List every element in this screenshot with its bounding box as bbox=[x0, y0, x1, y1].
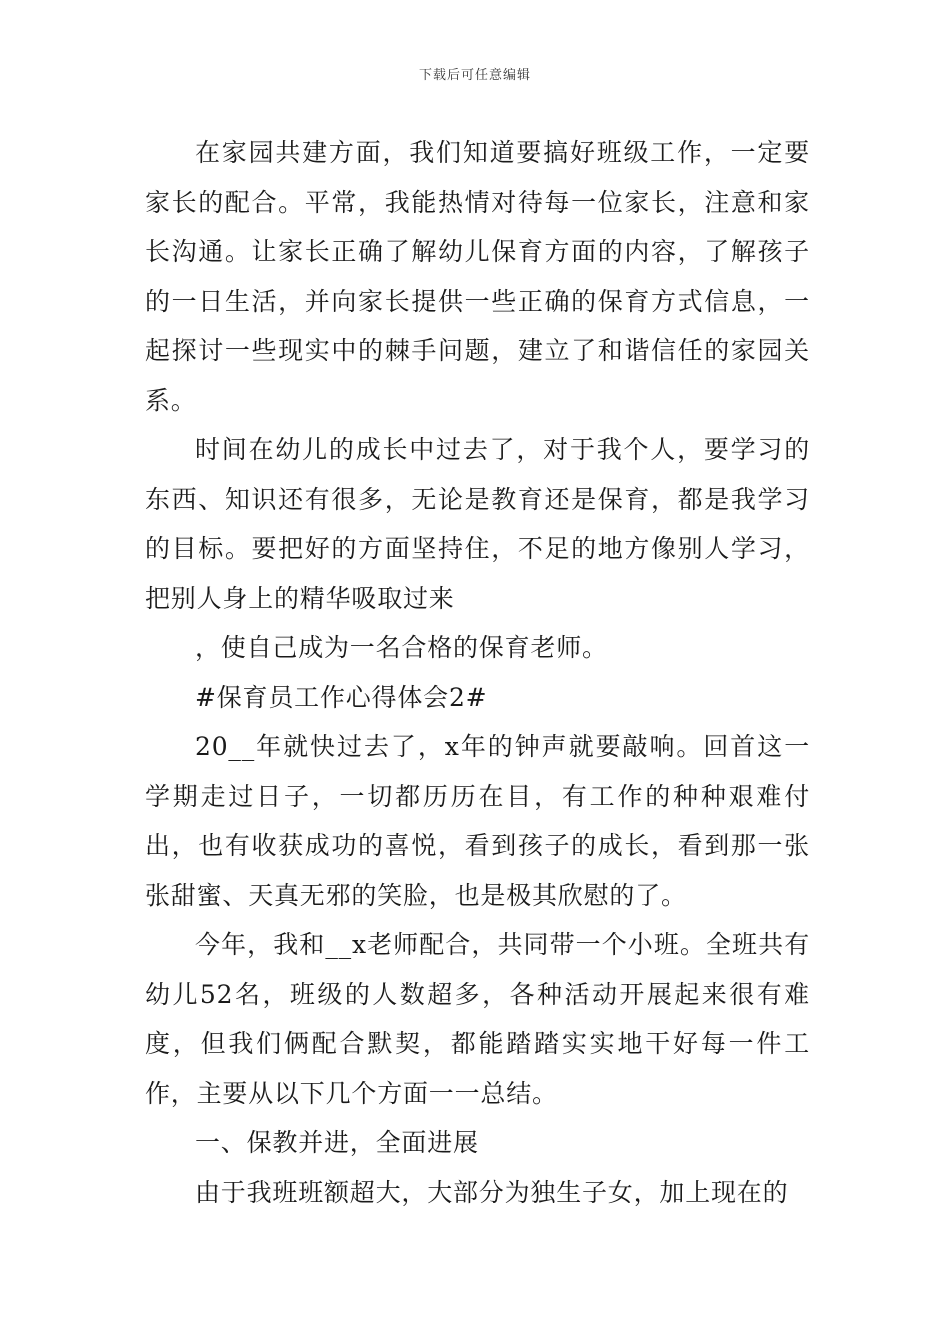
paragraph-personal-growth: 时间在幼儿的成长中过去了，对于我个人，要学习的东西、知识还有很多，无论是教育还是保育，都是我学习的目标。要把好的方面坚持住，不足的地方像别人学习，把别人身上的精华吸取过来 bbox=[145, 435, 810, 613]
paragraph-class-intro: 今年，我和__x老师配合，共同带一个小班。全班共有幼儿52名，班级的人数超多，各种活动开展起来很有难度，但我们俩配合默契，都能踏踏实实地干好每一件工作，主要从以下几个方面一一总结。 bbox=[145, 930, 810, 1108]
section-heading-2: #保育员工作心得体会2# bbox=[195, 682, 488, 712]
document-body bbox=[145, 128, 810, 1217]
paragraph-goal: ，使自己成为一名合格的保育老师。 bbox=[195, 633, 608, 662]
paragraph-class-size: 由于我班班额超大，大部分为独生子女，加上现在的 bbox=[195, 1177, 789, 1207]
subheading-1: 一、保教并进，全面进展 bbox=[195, 1128, 479, 1157]
paragraph-home-school: 在家园共建方面，我们知道要搞好班级工作，一定要家长的配合。平常，我能热情对待每一位家长，注意和家长沟通。让家长正确了解幼儿保育方面的内容，了解孩子的一日生活，并向家长提供一些正确的保育方式信息，一起探讨一些现实中的棘手问题，建立了和谐信任的家园关系。 bbox=[145, 138, 810, 415]
page-header: 下载后可任意编辑 bbox=[418, 68, 531, 83]
paragraph-year-review: 20__年就快过去了，x年的钟声就要敲响。回首这一学期走过日子，一切都历历在目，有工作的种种艰难付出，也有收获成功的喜悦，看到孩子的成长，看到那一张张甜蜜、天真无邪的笑脸，也是极其欣慰的了。 bbox=[145, 732, 810, 910]
